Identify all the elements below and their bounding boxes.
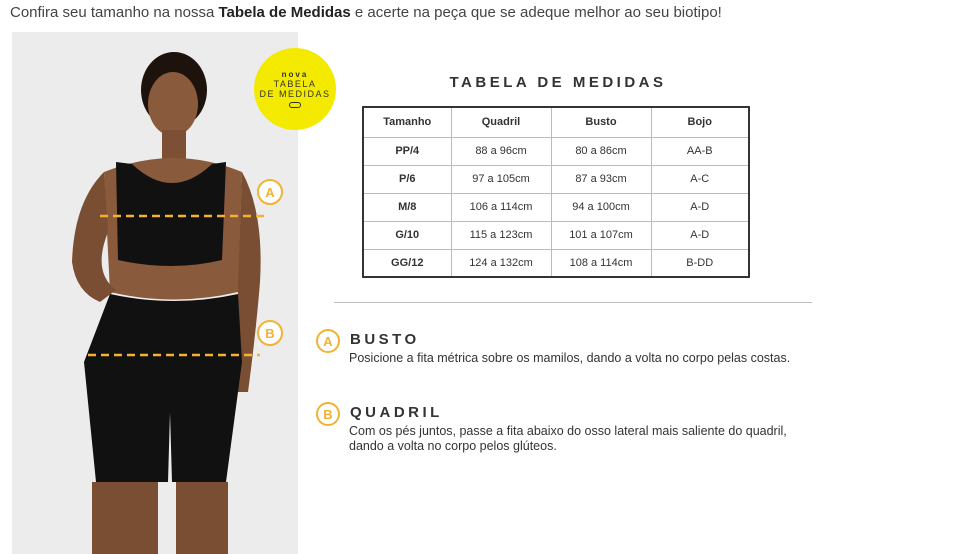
header-bojo: Bojo bbox=[651, 107, 749, 137]
cell-bojo: AA-B bbox=[651, 137, 749, 165]
marker-a: A bbox=[257, 179, 283, 205]
cell-quadril: 124 a 132cm bbox=[451, 249, 551, 277]
table-row bbox=[363, 221, 749, 249]
cell-bojo: A-C bbox=[651, 165, 749, 193]
table-row bbox=[363, 193, 749, 221]
header-quadril: Quadril bbox=[451, 107, 551, 137]
new-size-chart-badge bbox=[254, 48, 336, 130]
measuring-tape-icon bbox=[289, 102, 301, 108]
section-divider bbox=[334, 302, 812, 303]
table-header-row bbox=[363, 107, 749, 137]
model-photo bbox=[12, 32, 298, 554]
cell-busto: 80 a 86cm bbox=[551, 137, 651, 165]
cell-quadril: 106 a 114cm bbox=[451, 193, 551, 221]
cell-size: P/6 bbox=[363, 165, 451, 193]
quadril-letter-badge: B bbox=[316, 402, 340, 426]
cell-busto: 101 a 107cm bbox=[551, 221, 651, 249]
intro-text bbox=[10, 4, 722, 21]
busto-letter-badge: A bbox=[316, 329, 340, 353]
table-row bbox=[363, 137, 749, 165]
header-busto: Busto bbox=[551, 107, 651, 137]
intro-bold: Tabela de Medidas bbox=[218, 4, 351, 21]
badge-line-2: TABELA bbox=[273, 79, 317, 89]
cell-busto: 87 a 93cm bbox=[551, 165, 651, 193]
intro-suffix: e acerte na peça que se adeque melhor ao seu biotipo! bbox=[350, 4, 722, 21]
marker-b: B bbox=[257, 320, 283, 346]
quadril-instructions: Com os pés juntos, passe a fita abaixo do osso lateral mais saliente do quadril, dando a volta no corpo pelos glúteos. bbox=[349, 424, 787, 453]
cell-bojo: B-DD bbox=[651, 249, 749, 277]
cell-bojo: A-D bbox=[651, 221, 749, 249]
badge-line-1: nova bbox=[281, 70, 309, 79]
quadril-title: QUADRIL bbox=[350, 404, 443, 421]
cell-quadril: 115 a 123cm bbox=[451, 221, 551, 249]
header-tamanho: Tamanho bbox=[363, 107, 451, 137]
table-row bbox=[363, 249, 749, 277]
cell-size: GG/12 bbox=[363, 249, 451, 277]
cell-size: PP/4 bbox=[363, 137, 451, 165]
busto-instructions: Posicione a fita métrica sobre os mamilos, dando a volta no corpo pelas costas. bbox=[349, 351, 791, 365]
cell-bojo: A-D bbox=[651, 193, 749, 221]
badge-line-3: DE MEDIDAS bbox=[259, 89, 331, 99]
cell-busto: 94 a 100cm bbox=[551, 193, 651, 221]
cell-quadril: 88 a 96cm bbox=[451, 137, 551, 165]
size-table-title: TABELA DE MEDIDAS bbox=[449, 74, 667, 91]
cell-size: G/10 bbox=[363, 221, 451, 249]
cell-quadril: 97 a 105cm bbox=[451, 165, 551, 193]
cell-size: M/8 bbox=[363, 193, 451, 221]
size-table bbox=[362, 106, 750, 278]
busto-title: BUSTO bbox=[350, 331, 420, 348]
intro-prefix: Confira seu tamanho na nossa bbox=[10, 4, 219, 21]
table-row bbox=[363, 165, 749, 193]
cell-busto: 108 a 114cm bbox=[551, 249, 651, 277]
